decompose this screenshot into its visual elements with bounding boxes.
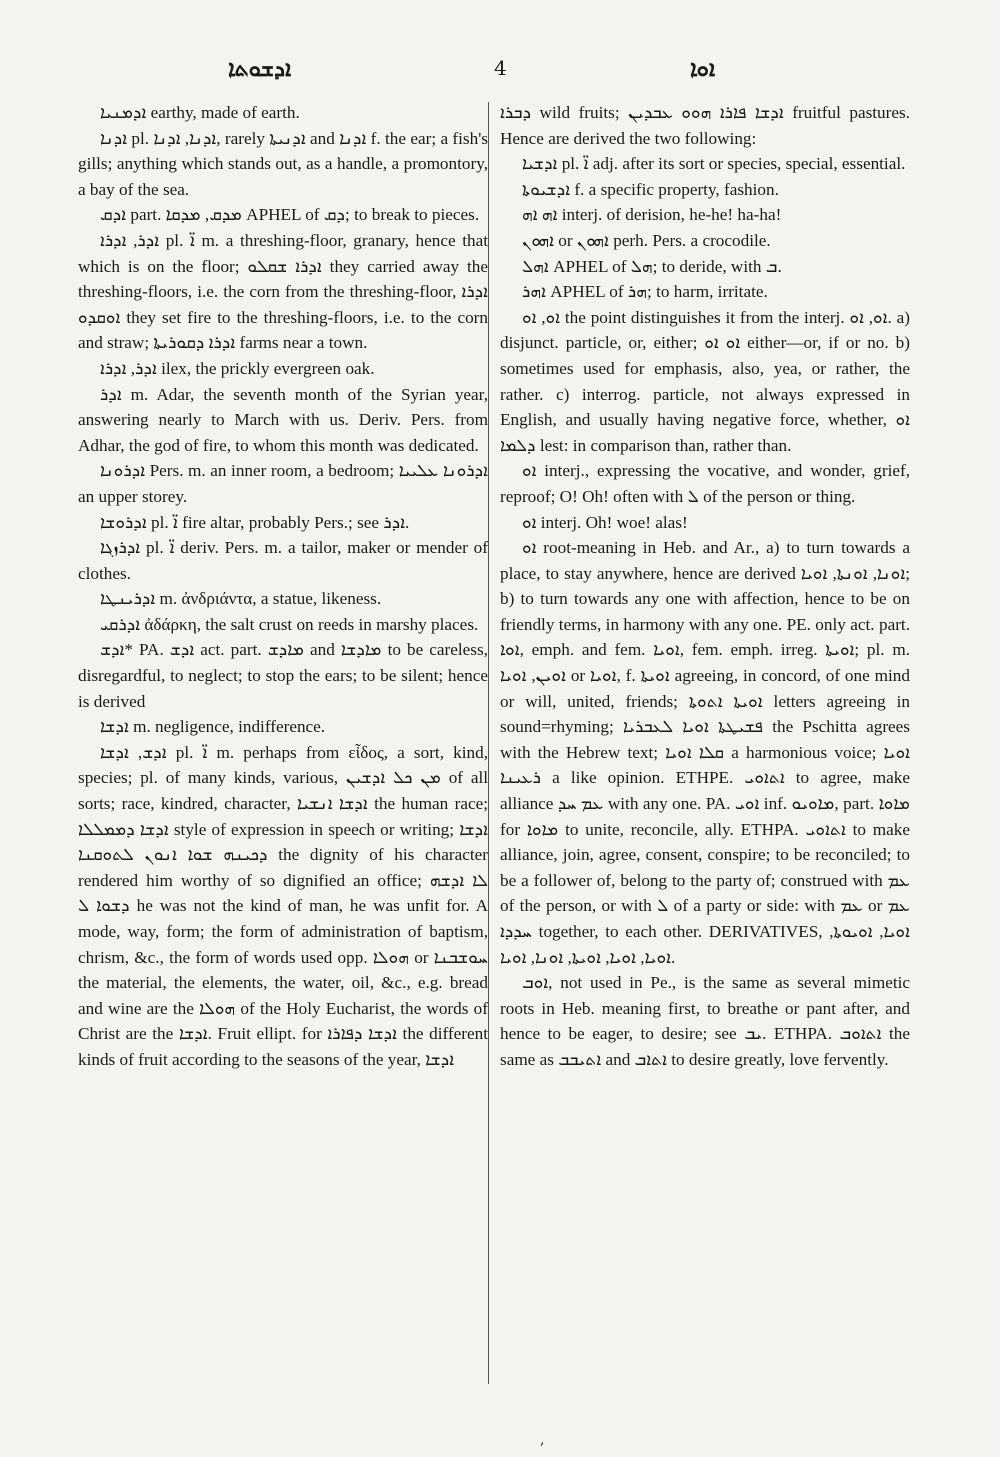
dictionary-entry: ܐܕܪܝܢܛܐ m. ἀνδριάντα, a statue, likeness. [100,589,382,609]
column-divider [488,102,489,1384]
left-column [78,100,488,1073]
dictionary-entry: ܐܕܩ part. ܡܕܩ, ܡܕܩܐ APHEL of ܕܩ; to break to pieces. [100,205,480,225]
dictionary-entry: ܐܕܡܢܝܐ earthy, made of earth. [100,103,300,122]
dictionary-entry: ܐܕܪܩܝ ἀδάρκη, the salt crust on reeds in marshy places. [100,614,479,634]
dictionary-entry: ܐܕܪ m. Adar, the seventh month of the Syrian year, answering nearly to March with us. Deriv. Pers. from Adhar, the god of fire, to whom this month was dedicated. [78,384,488,455]
dictionary-entry: ܐܘ, ܐܘ the point distinguishes it from the interj. ܐܘ, ܐܘ. a) disjunct. particle, or, either; ܐܘ ܐܘ either—or, if or no. b) sometimes used for emphasis, also, yea, or rather, the rather. c) interrog. particle, not always expressed in English, and usually having negative force, whether, ܐܘ ܕܠܡܐ lest: in comparison than, rather than. [500,307,911,455]
dictionary-entry: ܐܕܪ, ܐܕܪܐ ilex, the prickly evergreen oak. [100,358,375,378]
dictionary-entry: ܐܕܫ* PA. ܐܕܫ act. part. ܡܐܕܫ and ܡܐܕܫܐ to be careless, disregardful, to neglect; to stop the ears; to be silent; hence is derived [78,640,488,711]
page-header [0,56,1000,90]
dictionary-entry: ܐܘܒ, not used in Pe., is the same as several mimetic roots in Heb. meaning first, to breathe or pant after, and hence to be eager, to desire; see ܝܒ. ETHPA. ܐܬܐܘܒ the same as ܐܬܝܒܒ and ܐܬܐܒ to desire greatly, love fervently. [500,973,910,1069]
dictionary-entry: ܐܕܫܝܐ pl. ܐ̈ adj. after its sort or species, special, essential. [522,154,906,174]
dictionary-entry: ܐܕܫܝܘܬܐ f. a specific property, fashion. [522,179,779,199]
dictionary-entry: ܐܕܪܙܓܐ pl. ܐ̈ deriv. Pers. m. a tailor, maker or mender of clothes. [78,538,488,583]
left-running-head: ܐܕܫܘܬܐ [228,56,292,82]
dictionary-entry: ܐܘ interj. Oh! woe! alas! [522,512,688,532]
right-running-head: ܐܘܐ [690,56,716,82]
dictionary-entry: ܐܕܫ, ܐܕܫܐ pl. ܐ̈ m. perhaps from εἶδος, a sort, kind, species; pl. of many kinds, various, ܡܢ ܟܠ ܐܕܫܝܢ of all sorts; race, kindred, character, ܐܕܫܐ ܐܢܫܝܐ the human race; ܐܕܫܐ ܕܡܡܠܠܐ style of expression in speech or writing; ܐܕܫܐ ܕܟܝܢܗ ܫܘܐ ܐܢܘܢ ܠܬܘܩܢܐ the dignity of his character rendered him worthy of so dignified an office; ܠܐ ܐܕܫܗ ܕܫܘܐ ܠ he was not the kind of man, he was unfit for. A mode, way, form; the form of administration of baptism, chrism, &c., the form of words used opp. ܗܘܠܐ or ܚܘܫܒܢܐ the material, the elements, the water, oil, &c., e.g. bread and wine are the ܗܘܠܐ of the Holy Eucharist, the words of Christ are the ܐܕܫܐ. Fruit ellipt. for ܐܕܫܐ ܕܦܐܪܐ the different kinds of fruit according to the seasons of the year, ܐܕܫܐ [78,742,489,1069]
dictionary-entry: ܐܗ ܐܗ interj. of derision, he-he! ha-ha! [522,205,782,225]
dictionary-entry: ܕܒܪܐ wild fruits; ܐܕܫܐ ܦܐܪܐ ܗܘܘ ܥܒܕܝܢ fruitful pastures. Hence are derived the two following: [500,103,910,148]
dictionary-entry: ܐܕܢܐ pl. ܐܕܢܐ, ܐܕܢܐ, rarely ܐܕܢܝܬܐ and ܐܕܢܐ f. the ear; a fish's gills; anything which stands out, as a handle, a promontory, a bay of the sea. [78,128,488,199]
dictionary-entry: ܐܘ interj., expressing the vocative, and wonder, grief, reproof; O! Oh! often with ܠ of the person or thing. [500,461,910,506]
dictionary-entry: ܐܕܫܐ m. negligence, indifference. [100,717,326,737]
footer-mark: , [540,1432,545,1448]
dictionary-entry: ܐܘ root-meaning in Heb. and Ar., a) to turn towards a place, to stay anywhere, hence are derived ܐܘܢܐ, ܐܘܢܬܐ, ܐܘܝܐ; b) to turn towards any one with affection, hence to be on friendly terms, in harmony with any one. PE. only act. part. ܐܘܐ, emph. and fem. ܐܘܝܐ, fem. emph. irreg. ܐܘܝܬܐ; pl. m. ܐܘܝܢ, ܐܘܝܐ or ܐܘܝܐ, f. ܐܘܝܬܐ agreeing, in concord, of one mind or will, united, friends; ܐܘܝܬܐ ܐܬܘܬܐ letters agreeing in sound=rhyming; ܦܫܝܛܬܐ ܐܘܝܐ ܠܥܒܪܝܐ the Pschitta agrees with the Hebrew text; ܩܠܐ ܐܘܝܐ a harmonious voice; ܐܘܝܐ ܪܥܝܢܐ a like opinion. ETHPE. ܐܬܐܘܝ to agree, make alliance ܥܡ ܚܕ with any one. PA. ܐܘܝ inf. ܡܐܘܝܘ, part. ܡܐܘܐ for ܡܐܘܐ to unite, reconcile, ally. ETHPA. ܐܬܐܘܝ to make alliance, join, agree, consent, conspire; to be reconciled; to be a follower of, belong to the party of; construed with ܥܡ of the person, or with ܠ of a party or side: with ܥܡ or ܥܡ ܚܕܕܐ together, to each other. DERIVATIVES, ܐܘܝܐ, ܐܘܝܘܬܐ, ܐܘܝܐ, ܐܘܝܐ, ܐܘܝܬܐ, ܐܘܢܐ, ܐܘܝܐ. [500,538,911,967]
page-number: 4 [494,56,507,80]
right-column [500,100,910,1073]
dictionary-entry: ܐܕܪܘܢܐ Pers. m. an inner room, a bedroom; ܐܕܪܘܢܐ ܥܠܝܝܐ an upper storey. [78,461,488,506]
dictionary-entry: ܐܗܠ APHEL of ܗܠ; to deride, with ܒ. [522,256,782,276]
dictionary-entry: ܐܗܪ APHEL of ܗܪ; to harm, irritate. [522,282,768,302]
dictionary-entry: ܐܕܪܘܫܐ pl. ܐ̈ fire altar, probably Pers.; see ܐܕܪ. [100,512,410,532]
dictionary-entry: ܐܗܘܢ or ܐܗܘܢ perh. Pers. a crocodile. [522,230,771,250]
dictionary-entry: ܐܕܪ, ܐܕܪܐ pl. ܐ̈ m. a threshing-floor, granary, hence that which is on the floor; ܐܕܪܐ ܫܩܠܘ they carried away the threshing-floors, i.e. the corn from the threshing-floor, ܐܕܪܐ ܐܘܩܕܘ they set fire to the threshing-floors, i.e. to the corn and straw; ܐܕܪܐ ܕܩܘܪܝܬܐ farms near a town. [78,230,489,353]
